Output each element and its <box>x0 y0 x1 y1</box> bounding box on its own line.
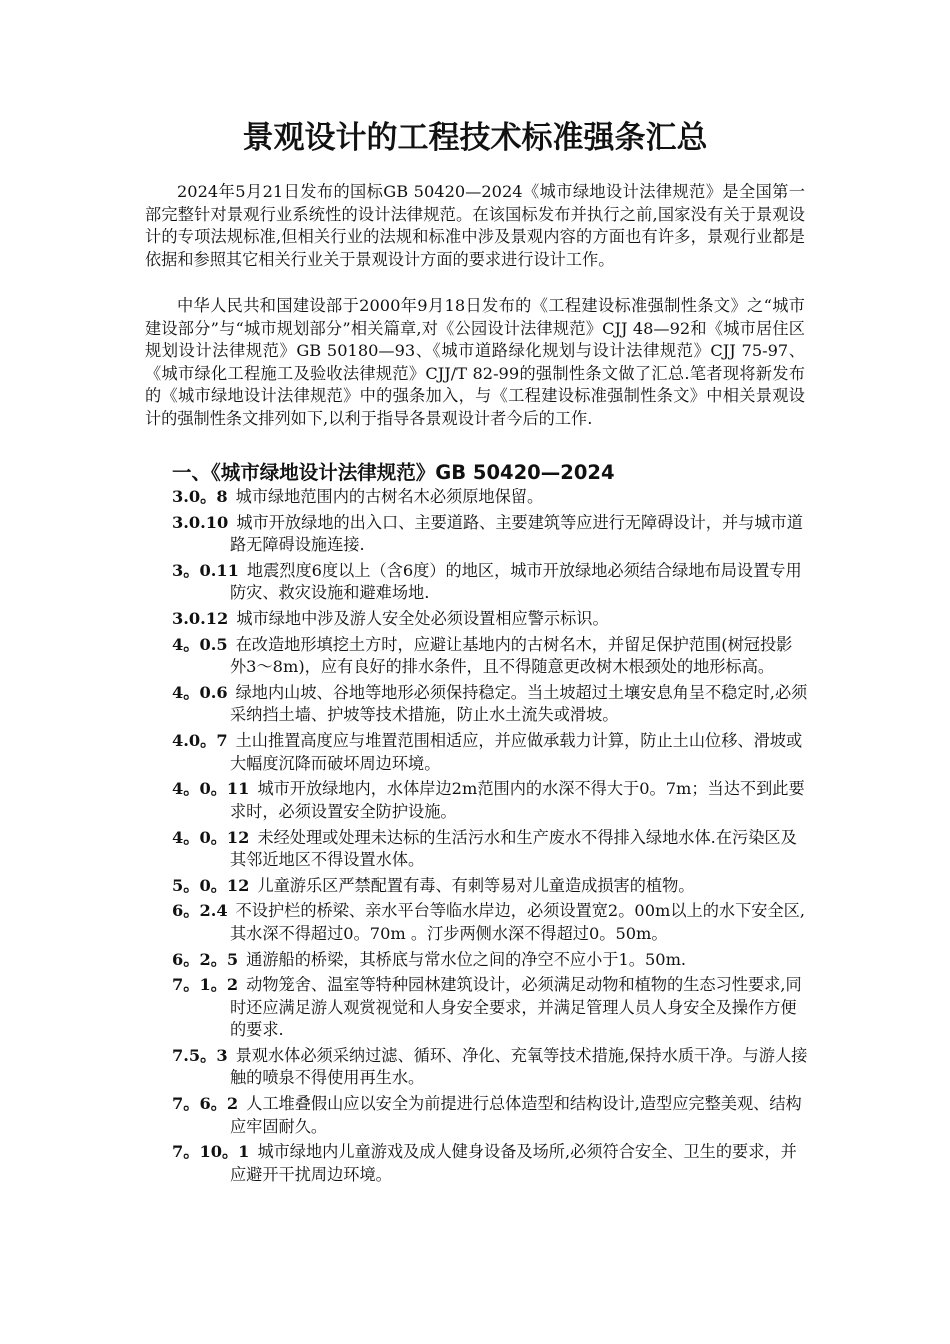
clause-number: 7。10。1 <box>172 1142 250 1162</box>
clause-number: 3.0.10 <box>172 512 229 532</box>
clause-text: 绿地内山坡、谷地等地形必须保持稳定。当土坡超过土壤安息角呈不稳定时,必须采纳挡土墙、护坡等技术措施，防止水土流失或滑坡。 <box>230 682 808 725</box>
clause-number: 5。0。12 <box>172 875 250 895</box>
clause-text: 未经处理或处理未达标的生活污水和生产废水不得排入绿地水体.在污染区及其邻近地区不得设置水体。 <box>230 827 797 869</box>
clause-item <box>172 608 808 631</box>
clause-text: 儿童游乐区严禁配置有毒、有刺等易对儿童造成损害的植物。 <box>257 875 695 895</box>
clause-item <box>172 949 808 972</box>
clause-item <box>172 486 808 509</box>
clause-text: 地震烈度6度以上（含6度）的地区，城市开放绿地必须结合绿地布局设置专用防灾、救灾设施和避难场地. <box>230 560 802 603</box>
clause-number: 4。0。11 <box>172 779 250 799</box>
clause-item <box>172 1141 808 1186</box>
clause-number: 3.0。8 <box>172 487 228 506</box>
clause-number: 7.5。3 <box>172 1045 228 1065</box>
clause-item <box>172 682 808 727</box>
intro-paragraph-1: 2024年5月21日发布的国标GB 50420—2024《城市绿地设计法律规范》是全国第一部完整针对景观行业系统性的设计法律规范。在该国标发布并执行之前,国家没有关于景观设计的专项法规标准,但相关行业的法规和标准中涉及景观内容的方面也有许多，景观行业都是依据和参照其它相关行业关于景观设计方面的要求进行设计工作。 <box>145 182 805 269</box>
clause-text: 不设护栏的桥梁、亲水平台等临水岸边，必须设置宽2。00m以上的水下安全区,其水深不得超过0。70m 。汀步两侧水深不得超过0。50m。 <box>230 901 806 943</box>
clause-item <box>172 778 808 823</box>
clause-number: 4。0。12 <box>172 827 250 847</box>
intro-paragraph-2: 中华人民共和国建设部于2000年9月18日发布的《工程建设标准强制性条文》之“城市建设部分”与“城市规划部分”相关篇章,对《公园设计法律规范》CJJ 48—92和《城市居住区规划设计法律规范》GB 50180—93、《城市道路绿化规划与设计法律规范》CJJ 75-97、《城市绿化工程施工及验收法律规范》CJJ/T 82-99的强制性条文做了汇总.笔者现将新发布的《城市绿地设计法律规范》中的强条加入，与《工程建设标准强制性条文》中相关景观设计的强制性条文排列如下,以利于指导各景观设计者今后的工作. <box>145 296 805 428</box>
clause-text: 人工堆叠假山应以安全为前提进行总体造型和结构设计,造型应完整美观、结构应牢固耐久。 <box>230 1094 802 1136</box>
clause-number: 4。0.5 <box>172 634 228 654</box>
clause-number: 4。0.6 <box>172 682 228 702</box>
clause-item <box>172 560 808 605</box>
clause-number: 4.0。7 <box>172 731 228 751</box>
clause-text: 城市绿地范围内的古树名木必须原地保留。 <box>235 487 544 506</box>
clause-item <box>172 1045 808 1090</box>
section-heading: 一、《城市绿地设计法律规范》GB 50420—2024 <box>172 461 615 484</box>
clause-number: 3.0.12 <box>172 609 229 629</box>
clause-item <box>172 827 808 872</box>
clause-item <box>172 730 808 775</box>
clause-number: 3。0.11 <box>172 560 239 580</box>
clause-number: 7。1。2 <box>172 975 239 995</box>
clause-item <box>172 875 808 898</box>
clause-text: 城市开放绿地的出入口、主要道路、主要建筑等应进行无障碍设计，并与城市道路无障碍设施连接. <box>230 512 803 555</box>
clause-text: 景观水体必须采纳过滤、循环、净化、充氧等技术措施,保持水质干净。与游人接触的喷泉不得使用再生水。 <box>230 1045 808 1088</box>
clause-list <box>172 486 808 1190</box>
clause-text: 城市绿地中涉及游人安全处必须设置相应警示标识。 <box>236 609 609 629</box>
clause-item <box>172 900 808 945</box>
clause-text: 在改造地形填挖土方时，应避让基地内的古树名木，并留足保护范围(树冠投影外3～8m)，应有良好的排水条件，且不得随意更改树木根颈处的地形标高。 <box>230 634 793 677</box>
clause-item <box>172 974 808 1042</box>
clause-number: 7。6。2 <box>172 1094 239 1114</box>
clause-number: 6。2.4 <box>172 901 228 921</box>
clause-item <box>172 634 808 679</box>
clause-text: 通游船的桥梁，其桥底与常水位之间的净空不应小于1。50m. <box>246 949 687 969</box>
clause-text: 城市绿地内儿童游戏及成人健身设备及场所,必须符合安全、卫生的要求，并应避开干扰周边环境。 <box>230 1142 797 1184</box>
clause-text: 土山推置高度应与堆置范围相适应，并应做承载力计算，防止土山位移、滑坡或大幅度沉降而破坏周边环境。 <box>230 731 803 773</box>
clause-text: 动物笼舍、温室等特种园林建筑设计，必须满足动物和植物的生态习性要求,同时还应满足游人观赏视觉和人身安全要求，并满足管理人员人身安全及操作方便的要求. <box>230 975 802 1040</box>
clause-text: 城市开放绿地内，水体岸边2m范围内的水深不得大于0。7m；当达不到此要求时，必须设置安全防护设施。 <box>230 779 805 821</box>
clause-number: 6。2。5 <box>172 949 239 969</box>
page-title: 景观设计的工程技术标准强条汇总 <box>242 120 708 156</box>
clause-item <box>172 1093 808 1138</box>
clause-item <box>172 512 808 557</box>
